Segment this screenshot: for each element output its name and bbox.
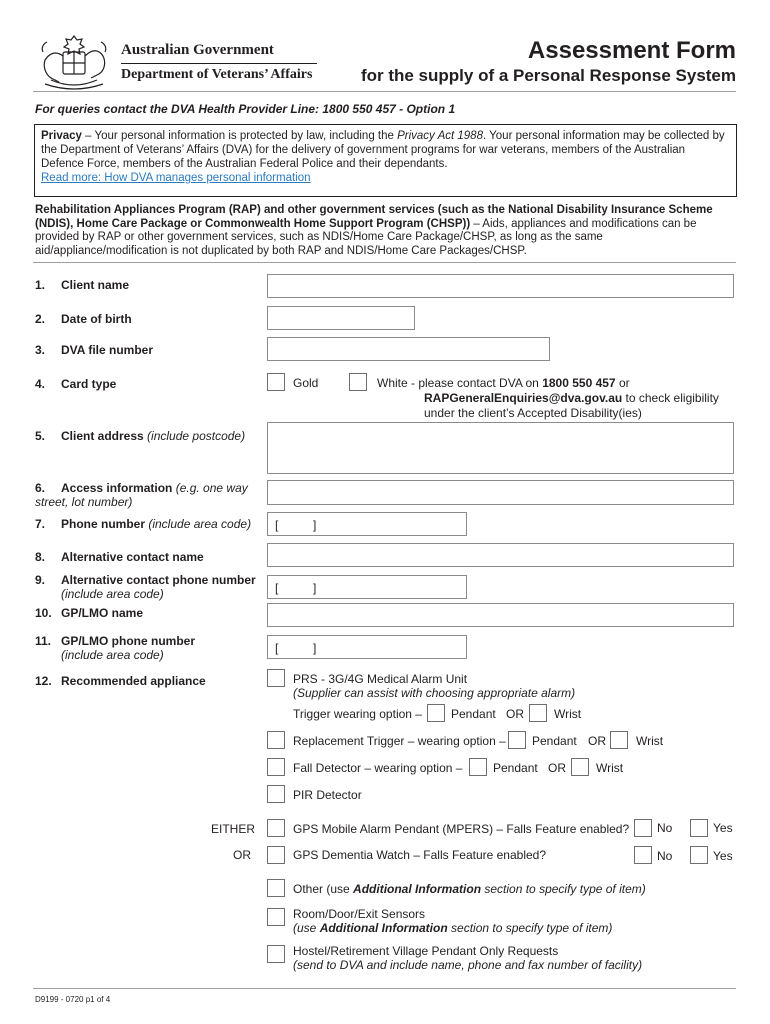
queries-line: For queries contact the DVA Health Provider Line: 1800 550 457 - Option 1 [35,102,456,116]
q2-label: 2. Date of birth [35,312,132,326]
rap-rest: – Aids, appliances and modifications can be provided by RAP or other government services, such as NDIS/Home Care Package/CHSP, as long as the same aid/appliance/modification is not duplicated by both RAP and NDIS/Home Care Packages/CHSP. [35,217,697,257]
fall-pendant-checkbox[interactable] [469,758,487,776]
replacement-wrist-label: Wrist [636,734,664,748]
gps-dementia-label: GPS Dementia Watch – Falls Feature enabled? [293,848,547,862]
gps-mpers-no-checkbox[interactable] [634,819,652,837]
gps-mpers-checkbox[interactable] [267,819,285,837]
alternative-contact-name-field[interactable] [267,543,734,567]
dva-file-number-field[interactable] [267,337,550,361]
replacement-pendant-label: Pendant [532,734,577,748]
q12-label: 12. Recommended appliance [35,674,206,688]
trigger-or-label: OR [506,707,524,721]
fall-detector-checkbox[interactable] [267,758,285,776]
room-sensors-note: (use Additional Information section to specify type of item) [293,921,613,935]
either-label: EITHER [211,822,256,836]
fall-wrist-checkbox[interactable] [571,758,589,776]
client-name-field[interactable] [267,274,734,298]
gp-lmo-phone-field[interactable]: [ ] [267,635,467,659]
other-label: Other (use Additional Information section to specify type of item) [293,882,646,896]
gold-card-checkbox[interactable] [267,373,285,391]
q10-label: 10. GP/LMO name [35,606,144,620]
q9-label: 9. Alternative contact phone number (include area code) [35,573,256,601]
phone-number-field[interactable]: [ ] [267,512,467,536]
trigger-label: Trigger wearing option – [293,707,422,721]
form-subtitle: for the supply of a Personal Response System [360,66,736,85]
replacement-or-label: OR [588,734,606,748]
replacement-pendant-checkbox[interactable] [508,731,526,749]
gps-mpers-yes-checkbox[interactable] [690,819,708,837]
hostel-pendant-checkbox[interactable] [267,945,285,963]
gps-dementia-yes-label: Yes [713,849,733,863]
prs-label: PRS - 3G/4G Medical Alarm Unit [293,672,468,686]
gov-divider [121,63,317,64]
trigger-wrist-checkbox[interactable] [529,704,547,722]
gps-dementia-checkbox[interactable] [267,846,285,864]
gps-dementia-yes-checkbox[interactable] [690,846,708,864]
gp-lmo-name-field[interactable] [267,603,734,627]
prs-checkbox[interactable] [267,669,285,687]
q4-label: 4. Card type [35,377,117,391]
hostel-pendant-note: (send to DVA and include name, phone and fax number of facility) [293,958,643,972]
rap-bold: Rehabilitation Appliances Program (RAP) and other government services (such as the National Disability Insurance Scheme (NDIS), Home Care Package or Commonwealth Home Support Program (CHSP)) [35,204,713,230]
room-sensors-label: Room/Door/Exit Sensors [293,907,426,921]
trigger-pendant-label: Pendant [451,707,496,721]
fall-wrist-label: Wrist [596,761,624,775]
header-rule [33,91,736,92]
other-checkbox[interactable] [267,879,285,897]
gps-mpers-label: GPS Mobile Alarm Pendant (MPERS) – Falls Feature enabled? [293,822,630,836]
coat-of-arms-logo [33,30,115,92]
date-of-birth-field[interactable] [267,306,415,330]
white-card-checkbox[interactable] [349,373,367,391]
privacy-text-1: – Your personal information is protected by law, including the [81,130,398,142]
gov-line-2: Department of Veterans’ Affairs [121,67,313,82]
access-information-field[interactable] [267,480,734,505]
replacement-trigger-checkbox[interactable] [267,731,285,749]
q6-label: 6. Access information (e.g. one way street, lot number) [35,481,248,509]
trigger-wrist-label: Wrist [554,707,582,721]
fall-pendant-label: Pendant [493,761,538,775]
q3-label: 3. DVA file number [35,343,154,357]
replacement-wrist-checkbox[interactable] [610,731,628,749]
footer-code: D9199 - 0720 p1 of 4 [35,995,111,1004]
hostel-pendant-label: Hostel/Retirement Village Pendant Only Requests [293,944,559,958]
section-rule [33,262,736,263]
rap-paragraph [35,204,735,258]
white-card-info: White - please contact DVA on 1800 550 457 or RAPGeneralEnquiries@dva.gov.au to check eligibility under the client’s Accepted Disability(ies) [377,376,719,420]
footer-rule [33,988,736,989]
gps-dementia-no-checkbox[interactable] [634,846,652,864]
privacy-link[interactable]: Read more: How DVA manages personal information [41,172,311,184]
replacement-trigger-label: Replacement Trigger – wearing option – [293,734,506,748]
alternative-contact-phone-field[interactable]: [ ] [267,575,467,599]
q7-label: 7. Phone number (include area code) [35,517,252,531]
fall-or-label: OR [548,761,566,775]
q11-label: 11. GP/LMO phone number (include area code) [35,634,195,662]
gov-line-1: Australian Government [121,42,274,58]
gold-label: Gold [293,376,319,390]
room-sensors-checkbox[interactable] [267,908,285,926]
gps-mpers-no-label: No [657,821,673,835]
privacy-box [34,124,737,197]
q5-label: 5. Client address (include postcode) [35,429,246,443]
privacy-text-2: . Your personal information may be collected by the Department of Veterans’ Affairs (DVA) for the delivery of government programs for war veterans, members of the Australian Defence Force, members of the Australian Federal Police and their dependants. [41,130,725,170]
form-title: Assessment Form [527,37,736,64]
fall-detector-label: Fall Detector – wearing option – [293,761,463,775]
q1-label: 1. Client name [35,278,130,292]
gps-dementia-no-label: No [657,849,673,863]
q8-label: 8. Alternative contact name [35,550,204,564]
or-caps-label: OR [233,848,251,862]
gps-mpers-yes-label: Yes [713,821,733,835]
trigger-pendant-checkbox[interactable] [427,704,445,722]
client-address-field[interactable] [267,422,734,474]
prs-note: (Supplier can assist with choosing appropriate alarm) [293,686,576,700]
pir-detector-checkbox[interactable] [267,785,285,803]
privacy-heading: Privacy [41,130,82,142]
privacy-act: Privacy Act 1988 [397,130,483,142]
pir-detector-label: PIR Detector [293,788,362,802]
